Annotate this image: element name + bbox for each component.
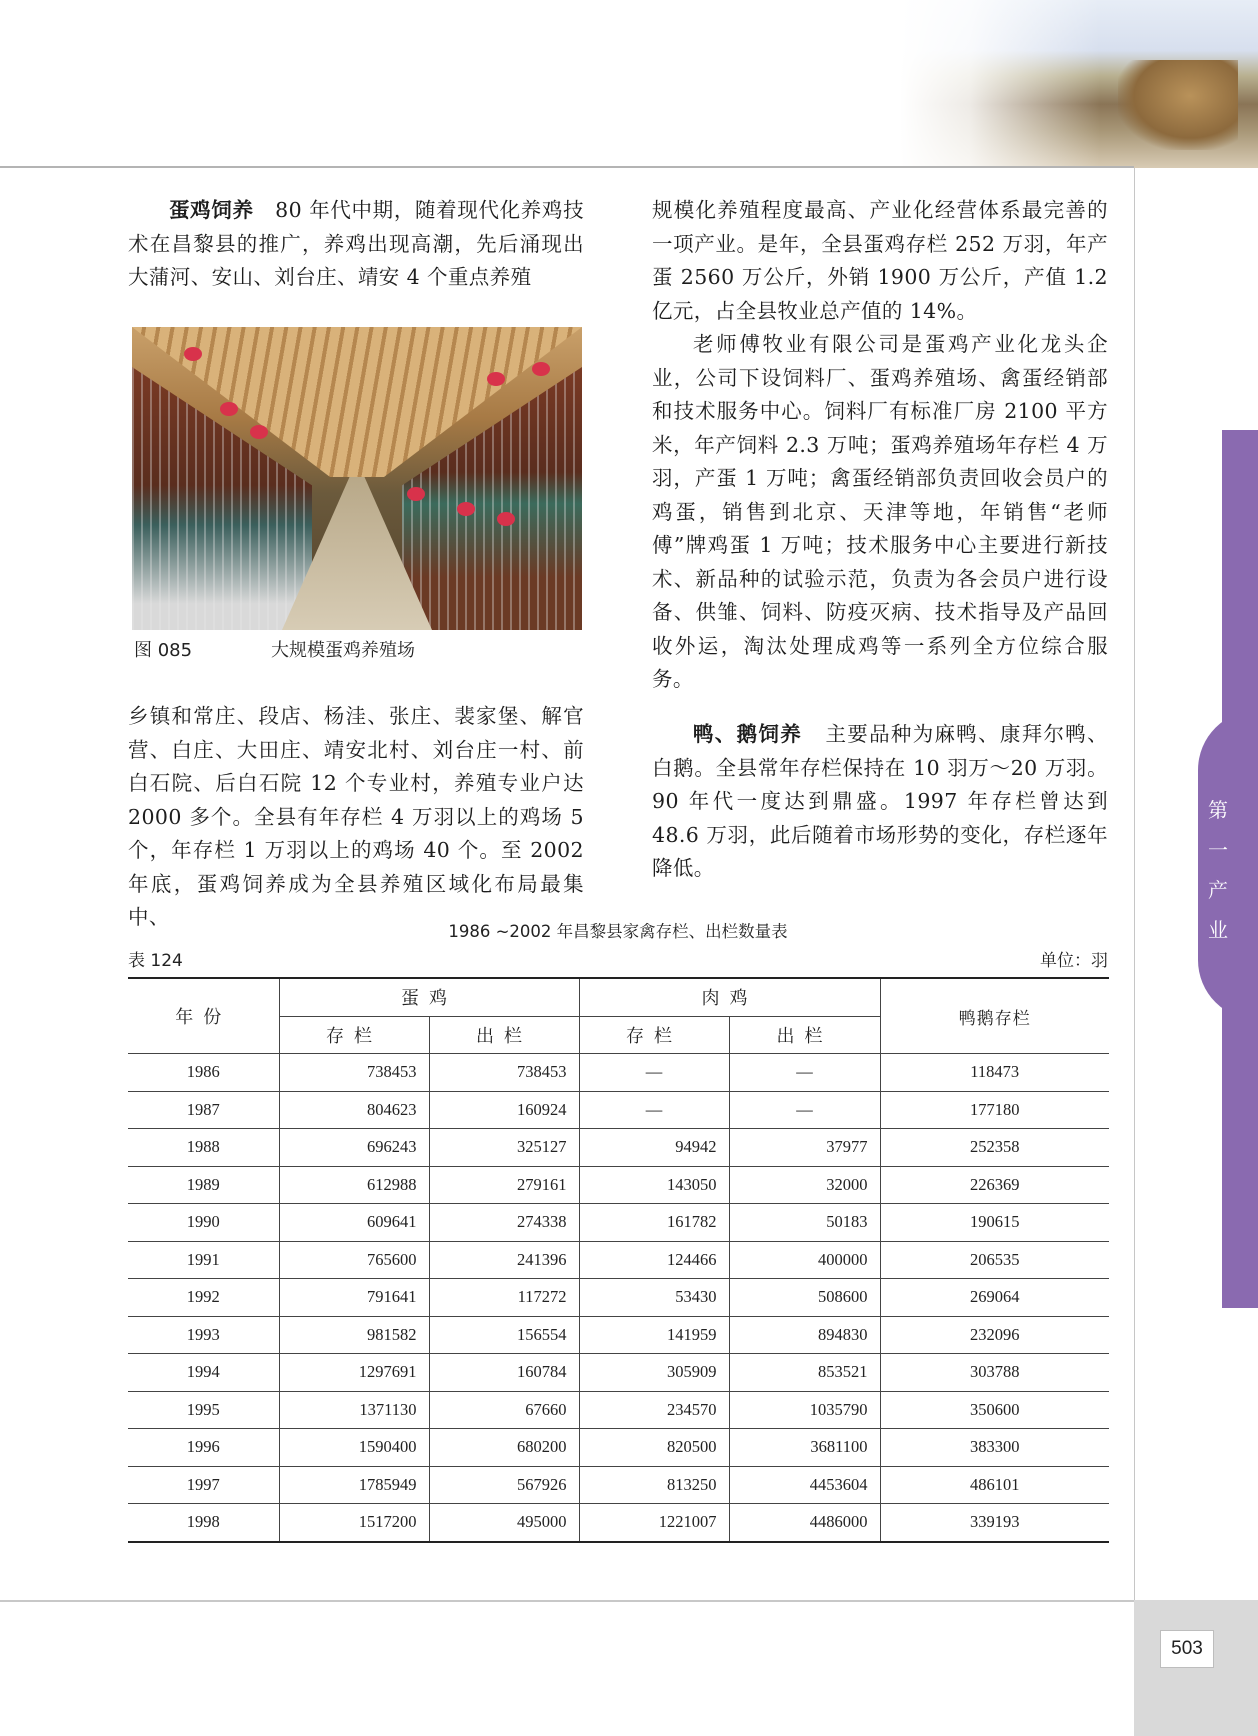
photo-chicken-comb <box>220 402 238 416</box>
table-cell: 1785949 <box>279 1466 429 1504</box>
photo-chicken-comb <box>407 487 425 501</box>
table-cell: 50183 <box>729 1204 880 1242</box>
table-cell: 1035790 <box>729 1391 880 1429</box>
table-cell: 232096 <box>880 1316 1109 1354</box>
cell-year: 1996 <box>128 1429 279 1467</box>
table-cell: 143050 <box>579 1166 729 1204</box>
left-column-top <box>128 194 584 295</box>
table-cell: 853521 <box>729 1354 880 1392</box>
table-cell: 305909 <box>579 1354 729 1392</box>
table-cell: 177180 <box>880 1091 1109 1129</box>
cell-year: 1995 <box>128 1391 279 1429</box>
cell-year: 1997 <box>128 1466 279 1504</box>
table-cell: 161782 <box>579 1204 729 1242</box>
table-cell: 383300 <box>880 1429 1109 1467</box>
table-cell: 1590400 <box>279 1429 429 1467</box>
table-cell: 279161 <box>429 1166 579 1204</box>
table-cell: 981582 <box>279 1316 429 1354</box>
table-row <box>128 1354 1109 1392</box>
table-row <box>128 1054 1109 1092</box>
table-body <box>128 1054 1109 1542</box>
table-row <box>128 1504 1109 1542</box>
table-cell: 94942 <box>579 1129 729 1167</box>
table-row <box>128 1204 1109 1242</box>
table-cell: 1371130 <box>279 1391 429 1429</box>
table-row <box>128 1429 1109 1467</box>
egg-paragraph-1 <box>128 194 584 295</box>
duck-section <box>652 718 1108 886</box>
footer-rule <box>0 1600 1134 1602</box>
table-cell: 160924 <box>429 1091 579 1129</box>
table-cell: 339193 <box>880 1504 1109 1542</box>
photo-chicken-comb <box>457 502 475 516</box>
table-cell: 234570 <box>579 1391 729 1429</box>
cell-year: 1994 <box>128 1354 279 1392</box>
duck-paragraph <box>652 718 1108 886</box>
table-cell: — <box>729 1054 880 1092</box>
figure-number: 图 085 <box>134 640 193 661</box>
table-cell: 350600 <box>880 1391 1109 1429</box>
header-egg-chicken: 蛋鸡 <box>279 978 579 1016</box>
poultry-stats-table <box>128 977 1109 1543</box>
table-cell: 252358 <box>880 1129 1109 1167</box>
cell-year: 1989 <box>128 1166 279 1204</box>
table-cell: 37977 <box>729 1129 880 1167</box>
table-cell: 508600 <box>729 1279 880 1317</box>
table-title: 1986 ~2002 年昌黎县家禽存栏、出栏数量表 <box>448 922 788 941</box>
header-egg-out: 出栏 <box>429 1016 579 1054</box>
egg-paragraph-1-text: 80 年代中期，随着现代化养鸡技术在昌黎县的推广，养鸡出现高潮，先后涌现出大蒲河、安山、刘台庄、靖安 4 个重点养殖 <box>128 198 584 289</box>
table-row <box>128 1129 1109 1167</box>
table-cell: 1297691 <box>279 1354 429 1392</box>
photo-chicken-comb <box>184 347 202 361</box>
table-cell: 118473 <box>880 1054 1109 1092</box>
table-cell: 400000 <box>729 1241 880 1279</box>
figure-caption <box>134 638 415 664</box>
table-cell: 190615 <box>880 1204 1109 1242</box>
photo-chicken-comb <box>250 425 268 439</box>
figure-photo-chicken-farm <box>132 327 582 630</box>
table-cell: — <box>729 1091 880 1129</box>
table-cell: 67660 <box>429 1391 579 1429</box>
chapter-char: 一 <box>1208 838 1228 862</box>
table-cell: 1221007 <box>579 1504 729 1542</box>
egg-paragraph-1-continued: 乡镇和常庄、段店、杨洼、张庄、裴家堡、解官营、白庄、大田庄、靖安北村、刘台庄一村、前白石院、后白石院 12 个专业村，养殖专业户达 2000 多个。全县有年存栏 4 万羽以上的鸡场 5 个，年存栏 1 万羽以上的鸡场 40 个。至 2002 年底，蛋鸡饲养成为全县养殖区域化布局最集中、 <box>128 704 584 929</box>
chapter-label <box>1200 790 1236 950</box>
table-cell: 680200 <box>429 1429 579 1467</box>
table-cell: 206535 <box>880 1241 1109 1279</box>
table-cell: 141959 <box>579 1316 729 1354</box>
left-column-bottom <box>128 700 584 935</box>
table-cell: 1517200 <box>279 1504 429 1542</box>
table-row <box>128 1166 1109 1204</box>
chapter-char: 产 <box>1208 878 1228 902</box>
footer-corner <box>1134 1600 1258 1736</box>
table-cell: 117272 <box>429 1279 579 1317</box>
table-cell: 495000 <box>429 1504 579 1542</box>
photo-chicken-comb <box>487 372 505 386</box>
figure-caption-text: 大规模蛋鸡养殖场 <box>271 640 415 661</box>
photo-chicken-comb <box>532 362 550 376</box>
header-image-fade <box>900 0 1100 168</box>
page-number: 503 <box>1160 1630 1214 1668</box>
right-column <box>652 194 1108 697</box>
table-cell: 274338 <box>429 1204 579 1242</box>
hill-shape <box>1118 60 1238 150</box>
table-cell: 3681100 <box>729 1429 880 1467</box>
header-egg-stock: 存栏 <box>279 1016 429 1054</box>
table-cell: 738453 <box>429 1054 579 1092</box>
table-cell: 894830 <box>729 1316 880 1354</box>
table-cell: 241396 <box>429 1241 579 1279</box>
table-cell: 804623 <box>279 1091 429 1129</box>
table-cell: 160784 <box>429 1354 579 1392</box>
table-cell: 32000 <box>729 1166 880 1204</box>
table-cell: 765600 <box>279 1241 429 1279</box>
table-cell: 738453 <box>279 1054 429 1092</box>
table-cell: 269064 <box>880 1279 1109 1317</box>
table-row <box>128 1241 1109 1279</box>
cell-year: 1987 <box>128 1091 279 1129</box>
table-cell: 609641 <box>279 1204 429 1242</box>
table-cell: 325127 <box>429 1129 579 1167</box>
table-cell: 124466 <box>579 1241 729 1279</box>
table-row <box>128 1091 1109 1129</box>
header-year: 年份 <box>128 978 279 1054</box>
header-broiler: 肉鸡 <box>579 978 880 1016</box>
chapter-char: 第 <box>1208 798 1228 822</box>
table-row <box>128 1316 1109 1354</box>
table-cell: 4486000 <box>729 1504 880 1542</box>
table-cell: 486101 <box>880 1466 1109 1504</box>
table-row <box>128 1279 1109 1317</box>
chapter-char: 业 <box>1208 918 1228 942</box>
cell-year: 1990 <box>128 1204 279 1242</box>
egg-paragraph-1-end: 规模化养殖程度最高、产业化经营体系最完善的一项产业。是年，全县蛋鸡存栏 252 万羽，年产蛋 2560 万公斤，外销 1900 万公斤，产值 1.2 亿元，占全县牧业总产值的 14%。 <box>652 198 1108 323</box>
table-unit: 单位：羽 <box>1040 951 1108 971</box>
header-duck-goose-stock: 鸭鹅存栏 <box>880 978 1109 1054</box>
table-row <box>128 1466 1109 1504</box>
table-cell: — <box>579 1054 729 1092</box>
cell-year: 1993 <box>128 1316 279 1354</box>
duck-section-lead: 鸭、鹅饲养 <box>693 722 803 746</box>
table-cell: 567926 <box>429 1466 579 1504</box>
cell-year: 1992 <box>128 1279 279 1317</box>
table-cell: 303788 <box>880 1354 1109 1392</box>
table-cell: 813250 <box>579 1466 729 1504</box>
table-cell: 820500 <box>579 1429 729 1467</box>
header-broiler-stock: 存栏 <box>579 1016 729 1054</box>
table-cell: 4453604 <box>729 1466 880 1504</box>
cell-year: 1988 <box>128 1129 279 1167</box>
header-rule <box>0 166 1134 168</box>
table-row <box>128 1391 1109 1429</box>
photo-chicken-comb <box>497 512 515 526</box>
table-cell: 53430 <box>579 1279 729 1317</box>
table-cell: 612988 <box>279 1166 429 1204</box>
table-cell: — <box>579 1091 729 1129</box>
duck-paragraph-text: 主要品种为麻鸭、康拜尔鸭、白鹅。全县常年存栏保持在 10 羽万～20 万羽。90 年代一度达到鼎盛。1997 年存栏曾达到 48.6 万羽，此后随着市场形势的变化，存栏逐年降低。 <box>652 722 1109 880</box>
table-id: 表 124 <box>128 951 183 971</box>
table-cell: 696243 <box>279 1129 429 1167</box>
cell-year: 1998 <box>128 1504 279 1542</box>
header-broiler-out: 出栏 <box>729 1016 880 1054</box>
cell-year: 1986 <box>128 1054 279 1092</box>
egg-paragraph-2: 老师傅牧业有限公司是蛋鸡产业化龙头企业，公司下设饲料厂、蛋鸡养殖场、禽蛋经销部和技术服务中心。饲料厂有标准厂房 2100 平方米，年产饲料 2.3 万吨；蛋鸡养殖场年存栏 4 万羽，产蛋 1 万吨；禽蛋经销部负责回收会员户的鸡蛋，销售到北京、天津等地，年销售“老师傅”牌鸡蛋 1 万吨；技术服务中心主要进行新技术、新品种的试验示范，负责为各会员户进行设备、供雏、饲料、防疫灭病、技术指导及产品回收外运，淘汰处理成鸡等一系列全方位综合服务。 <box>652 332 1108 691</box>
cell-year: 1991 <box>128 1241 279 1279</box>
table-cell: 226369 <box>880 1166 1109 1204</box>
table-cell: 791641 <box>279 1279 429 1317</box>
egg-section-lead: 蛋鸡饲养 <box>169 198 254 222</box>
table-cell: 156554 <box>429 1316 579 1354</box>
